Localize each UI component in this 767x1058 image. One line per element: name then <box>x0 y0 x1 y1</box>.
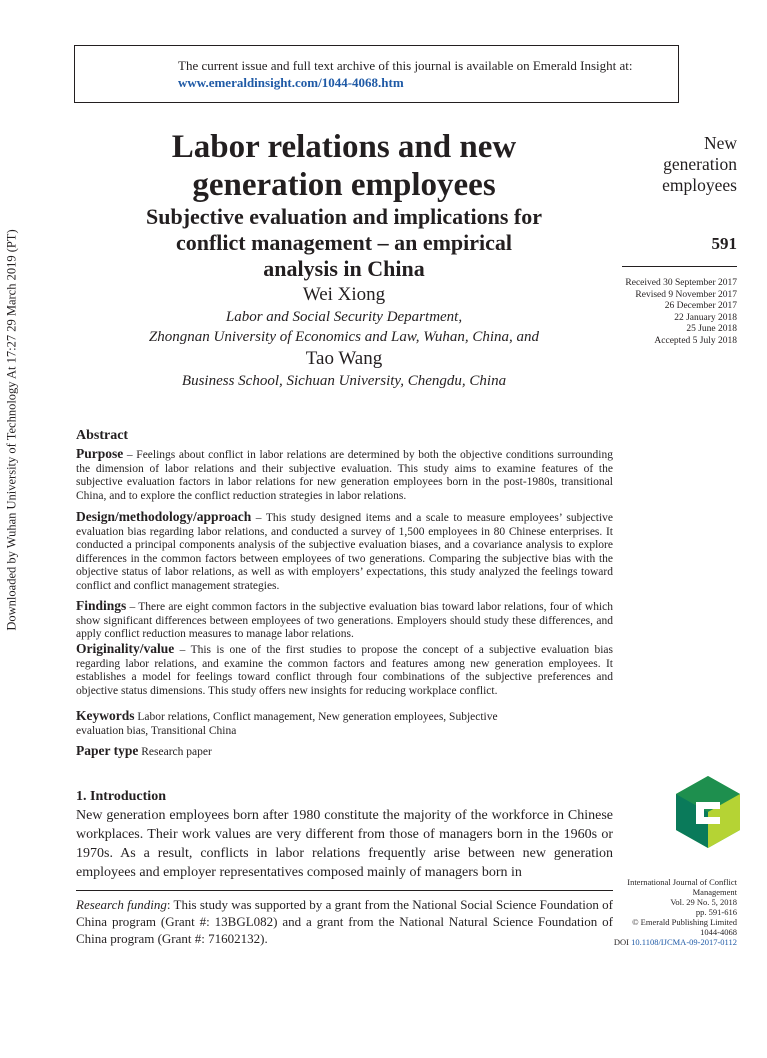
doi-line <box>614 937 737 947</box>
emerald-logo-icon <box>676 776 740 848</box>
introduction-text: New generation employees born after 1980 constitute the majority of the workforce in Chinese workplaces. Their work values are very different from those of managers born in the 1960s or 1970s. As a result, conflicts in labor relations frequently arise between new generation employees and employer representatives composed mainly of managers born in <box>76 808 613 880</box>
download-watermark <box>4 110 20 750</box>
article-history <box>625 278 737 347</box>
history-line: Accepted 5 July 2018 <box>654 335 737 346</box>
journal-banner <box>74 45 679 103</box>
purpose-label: Purpose <box>76 446 124 461</box>
download-watermark-text: Downloaded by Wuhan University of Technology At 17:27 29 March 2019 (PT) <box>4 229 19 631</box>
history-line: 26 December 2017 <box>664 301 737 311</box>
paper-title <box>74 128 614 204</box>
running-title-line: generation <box>663 154 737 174</box>
abstract-heading: Abstract <box>76 428 129 443</box>
paper-type-label: Paper type <box>76 743 139 758</box>
journal-line: International Journal of Conflict <box>627 877 737 887</box>
author-name: Wei Xiong <box>302 284 386 305</box>
journal-info <box>614 877 737 947</box>
running-title-line: New <box>703 133 737 153</box>
design-text: – This study designed items and a scale to measure employees’ subjective evaluation bias regarding labor relations, and conducted a survey of 1,500 employees in 80 Chinese enterprises. It conducted a principal components analysis of the subjective evaluation biases, and a covariance analysis to explore differences in the common factors between employees of two generations. Comparing the subjective bias with the objective status of labor relations, as well as with employers’ expectations, this study analyzed the feelings toward conflict and conflict management strategies. <box>76 512 613 592</box>
abstract-findings <box>76 599 613 642</box>
doi-link[interactable]: 10.1108/IJCMA-09-2017-0112 <box>631 937 737 947</box>
abstract-purpose <box>76 447 613 503</box>
keywords-text: Labor relations, Conflict management, New generation employees, Subjective evaluation bias, Transitional China <box>76 711 498 737</box>
author-name: Tao Wang <box>305 348 383 369</box>
affiliation-line: Business School, Sichuan University, Chengdu, China <box>181 373 507 389</box>
author-affiliation <box>74 307 614 347</box>
history-line: Revised 9 November 2017 <box>635 289 737 300</box>
doi-label: DOI <box>613 937 632 947</box>
abstract-keywords <box>76 709 526 738</box>
journal-line: pp. 591-616 <box>695 907 737 917</box>
affiliation-line: Labor and Social Security Department, <box>225 309 463 325</box>
running-title <box>662 133 737 196</box>
title-line: Labor relations and new <box>171 129 517 165</box>
abstract-design <box>76 510 613 593</box>
design-label: Design/methodology/approach <box>76 509 252 524</box>
findings-label: Findings <box>76 598 127 613</box>
banner-url-link[interactable]: www.emeraldinsight.com/1044-4068.htm <box>178 75 404 90</box>
footnote-divider <box>76 890 613 891</box>
originality-label: Originality/value <box>76 641 175 656</box>
history-line: Received 30 September 2017 <box>625 278 737 288</box>
section-heading: 1. Introduction <box>76 789 166 804</box>
title-line: generation employees <box>192 167 496 203</box>
journal-line: 1044-4068 <box>700 927 737 937</box>
abstract-originality <box>76 642 613 698</box>
funding-label: Research funding <box>76 897 167 912</box>
banner-text: The current issue and full text archive of this journal is available on Emerald Insight at: <box>178 58 633 73</box>
abstract-paper-type <box>76 744 613 760</box>
author-affiliation <box>74 371 614 391</box>
keywords-label: Keywords <box>76 708 135 723</box>
purpose-text: – Feelings about conflict in labor relations are determined by both the objective conditions surrounding the dimension of labor relations and their subjective evaluation. This study aims to examine features of the subjective evaluation factors in labor relations for new generation employees born in the post-1980s, transitional China, and to explore the conflict reduction strategies in labor relations. <box>76 449 613 502</box>
subtitle-line: analysis in China <box>263 256 425 281</box>
originality-text: – This is one of the first studies to propose the concept of a subjective evaluation bias regarding labor relations, and examine the common factors and features among new generation employees. It establishes a model for feelings toward conflict through four combinations of the subjective preferences and objective status dimensions. This study offers new insights for reducing workplace conflict. <box>76 644 613 697</box>
subtitle-line: Subjective evaluation and implications for <box>145 204 542 229</box>
margin-divider <box>622 266 737 267</box>
page-number: 591 <box>711 234 737 253</box>
funding-text: : This study was supported by a grant from the National Social Science Foundation of China program (Grant #: 13BGL082) and a grant from the National Natural Science Foundation of China program (Grant #: 71602132). <box>76 897 613 946</box>
findings-text: – There are eight common factors in the subjective evaluation bias toward labor relations, four of which show significant differences between employees of two generations. Employers should study these differences, and apply conflict reduction measures to manage labor relations. <box>76 601 613 640</box>
journal-line: © Emerald Publishing Limited <box>632 917 737 927</box>
running-title-line: employees <box>662 175 737 195</box>
history-line: 22 January 2018 <box>674 312 737 323</box>
affiliation-line: Zhongnan University of Economics and Law, Wuhan, China, and <box>148 329 540 345</box>
journal-line: Management <box>692 887 737 897</box>
subtitle-line: conflict management – an empirical <box>175 230 513 255</box>
funding-footnote <box>76 896 613 947</box>
paper-subtitle <box>74 204 614 282</box>
history-line: 25 June 2018 <box>686 324 737 334</box>
paper-type-text: Research paper <box>138 746 212 758</box>
journal-line: Vol. 29 No. 5, 2018 <box>670 897 737 907</box>
